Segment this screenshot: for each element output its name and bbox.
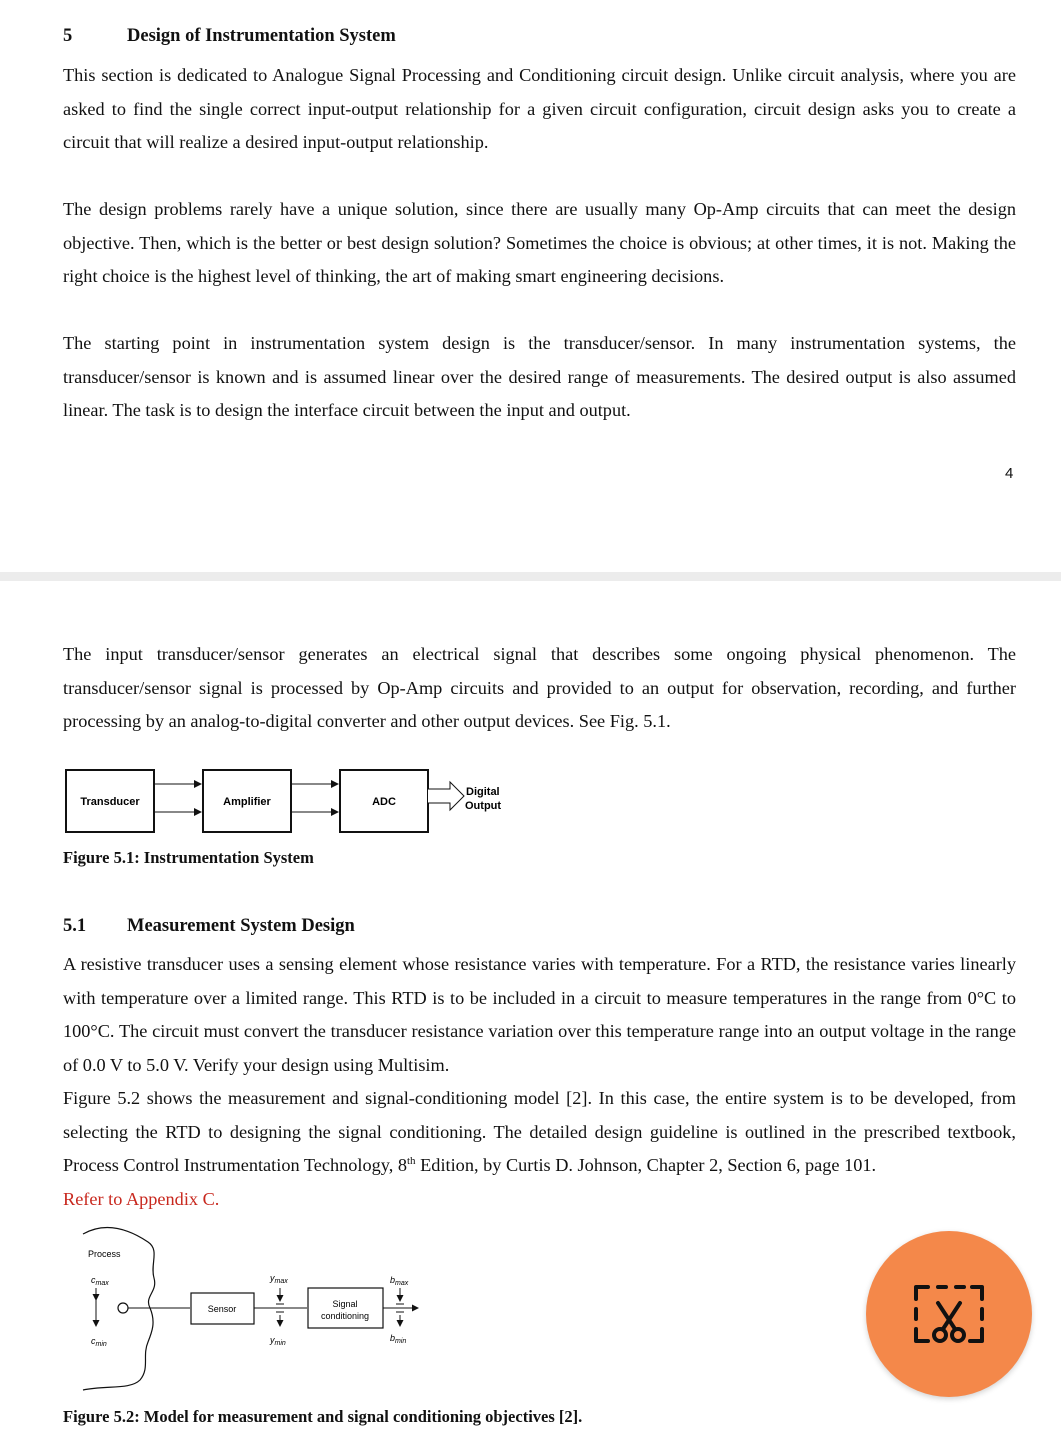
svg-text:cmin: $c_{min}$	[91, 1336, 107, 1348]
figure-measurement-model	[78, 1222, 423, 1392]
screenshot-clip-button[interactable]	[866, 1231, 1032, 1397]
page-separator	[0, 572, 1061, 581]
transducer-label: Transducer	[80, 796, 140, 808]
paragraph-transducer-signal: The input transducer/sensor generates an electrical signal that describes some ongoing physical phenomenon. The transducer/sensor signal is processed by Op-Amp circuits and provided to an output for observation, recording, and further processing by an analog-to-digital converter and other output devices. See Fig. 5.1.	[63, 644, 1016, 731]
appendix-reference-link[interactable]: Refer to Appendix C.	[63, 1188, 220, 1209]
figure-5-1-caption: Figure 5.1: Instrumentation System	[63, 848, 314, 867]
subsection-heading	[63, 916, 355, 937]
figure-5-2-caption: Figure 5.2: Model for measurement and signal conditioning objectives [2].	[63, 1407, 583, 1426]
document-page-1	[0, 0, 1061, 572]
digital-output-label-line2: Output	[465, 800, 502, 812]
svg-text:ymin: $y_{min}$	[270, 1335, 286, 1347]
page-number: 4	[1005, 465, 1014, 482]
paragraph-figure-5-2: Figure 5.2 shows the measurement and signal-conditioning model [2]. In this case, the entire system is to be developed, from selecting the RTD to designing the signal conditioning. The detailed design guideline is outlined in the prescribed textbook, Process Control Instrumentation Technology, 8th Edition, by Curtis D. Johnson, Chapter 2, Section 6, page 101. Refer to Appendix C.	[63, 1088, 1016, 1209]
svg-text:ymax: $y_{max}$	[270, 1273, 288, 1285]
paragraph-starting-point: The starting point in instrumentation system design is the transducer/sensor. In many instrumentation systems, the transducer/sensor is known and is assumed linear over the desired range of measurements. The desired output is also assumed linear. The task is to design the interface circuit between the input and output.	[63, 333, 1016, 420]
sensing-point	[118, 1303, 128, 1313]
section-number: 5	[63, 26, 73, 46]
signal-conditioning-label-line1: Signal	[332, 1299, 358, 1309]
adc-label: ADC	[372, 796, 396, 808]
svg-text:bmin: $b_{min}$	[390, 1333, 407, 1345]
paragraph-intro: This section is dedicated to Analogue Signal Processing and Conditioning circuit design. Unlike circuit analysis, where you are asked to find the single correct input-output relationship for a given circuit configuration, circuit design asks you to create a circuit that will realize a desired input-output relationship.	[63, 65, 1016, 152]
screenshot-scissors-icon	[910, 1279, 988, 1349]
subsection-number: 5.1	[63, 916, 87, 936]
sensor-label: Sensor	[207, 1304, 237, 1314]
paragraph-design-problems: The design problems rarely have a unique solution, since there are usually many Op-Amp circuits that can meet the design objective. Then, which is the better or best design solution? Sometimes the choice is obvious; at other times, it is not. Making the right choice is the highest level of thinking, the art of making smart engineering decisions.	[63, 199, 1016, 286]
process-label: Process	[88, 1249, 121, 1259]
subsection-title: Measurement System Design	[127, 916, 355, 936]
paragraph-rtd: A resistive transducer uses a sensing element whose resistance varies with temperature. For a RTD, the resistance varies linearly with temperature over a limited range. This RTD is to be included in a circuit to measure temperatures in the range from 0°C to 100°C. The circuit must convert the transducer resistance variation over this temperature range into an output voltage in the range of 0.0 V to 5.0 V. Verify your design using Multisim.	[63, 954, 1016, 1075]
digital-output-arrow	[428, 782, 464, 810]
svg-text:cmax: $c_{max}$	[91, 1275, 109, 1287]
amplifier-label: Amplifier	[223, 796, 271, 808]
svg-text:bmax: $b_{max}$	[390, 1275, 409, 1287]
signal-conditioning-label-line2: conditioning	[320, 1311, 370, 1321]
figure-instrumentation-system	[60, 765, 520, 837]
section-title: Design of Instrumentation System	[127, 26, 396, 46]
section-heading	[63, 26, 396, 47]
digital-output-label-line1: Digital	[466, 786, 500, 798]
